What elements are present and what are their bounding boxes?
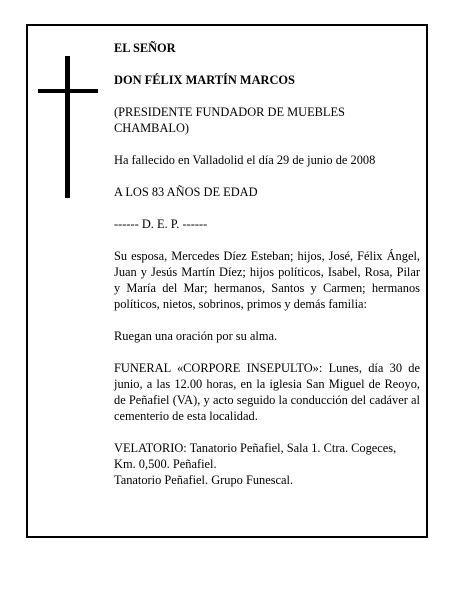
obituary-notice [26, 24, 428, 538]
cross-horizontal-bar [38, 89, 98, 93]
family-paragraph: Su esposa, Mercedes Díez Esteban; hijos, José, Félix Ángel, Juan y Jesús Martín Díez; hijos políticos, Isabel, Rosa, Pilar y María del Mar; hermanos, Santos y Carmen; hermanos políticos, nietos, sobrinos, primos y demás familia: [114, 249, 420, 311]
funeral-paragraph: FUNERAL «CORPORE INSEPULTO»: Lunes, día 30 de junio, a las 12.00 horas, en la iglesia San Miguel de Reoyo, de Peñafiel (VA), y acto seguido la conducción del cadáver al cementerio de esta localidad. [114, 361, 420, 423]
title-line-2: DON FÉLIX MARTÍN MARCOS [114, 73, 295, 87]
death-announcement: Ha fallecido en Valladolid el día 29 de junio de 2008 [114, 153, 376, 167]
wake-paragraph [114, 440, 420, 488]
cross-icon [38, 56, 98, 198]
title-line-3: (PRESIDENTE FUNDADOR DE MUEBLES CHAMBALO) [114, 105, 345, 135]
title-line-1: EL SEÑOR [114, 41, 176, 55]
age-line: A LOS 83 AÑOS DE EDAD [114, 185, 258, 199]
wake-line-2: Tanatorio Peñafiel. Grupo Funescal. [114, 473, 294, 487]
rip-line: ------ D. E. P. ------ [114, 217, 208, 231]
cross-vertical-bar [65, 56, 70, 198]
wake-line-1: VELATORIO: Tanatorio Peñafiel, Sala 1. Ctra. Cogeces, Km. 0,500. Peñafiel. [114, 441, 397, 471]
obituary-text [114, 40, 420, 504]
prayer-line: Ruegan una oración por su alma. [114, 329, 278, 343]
